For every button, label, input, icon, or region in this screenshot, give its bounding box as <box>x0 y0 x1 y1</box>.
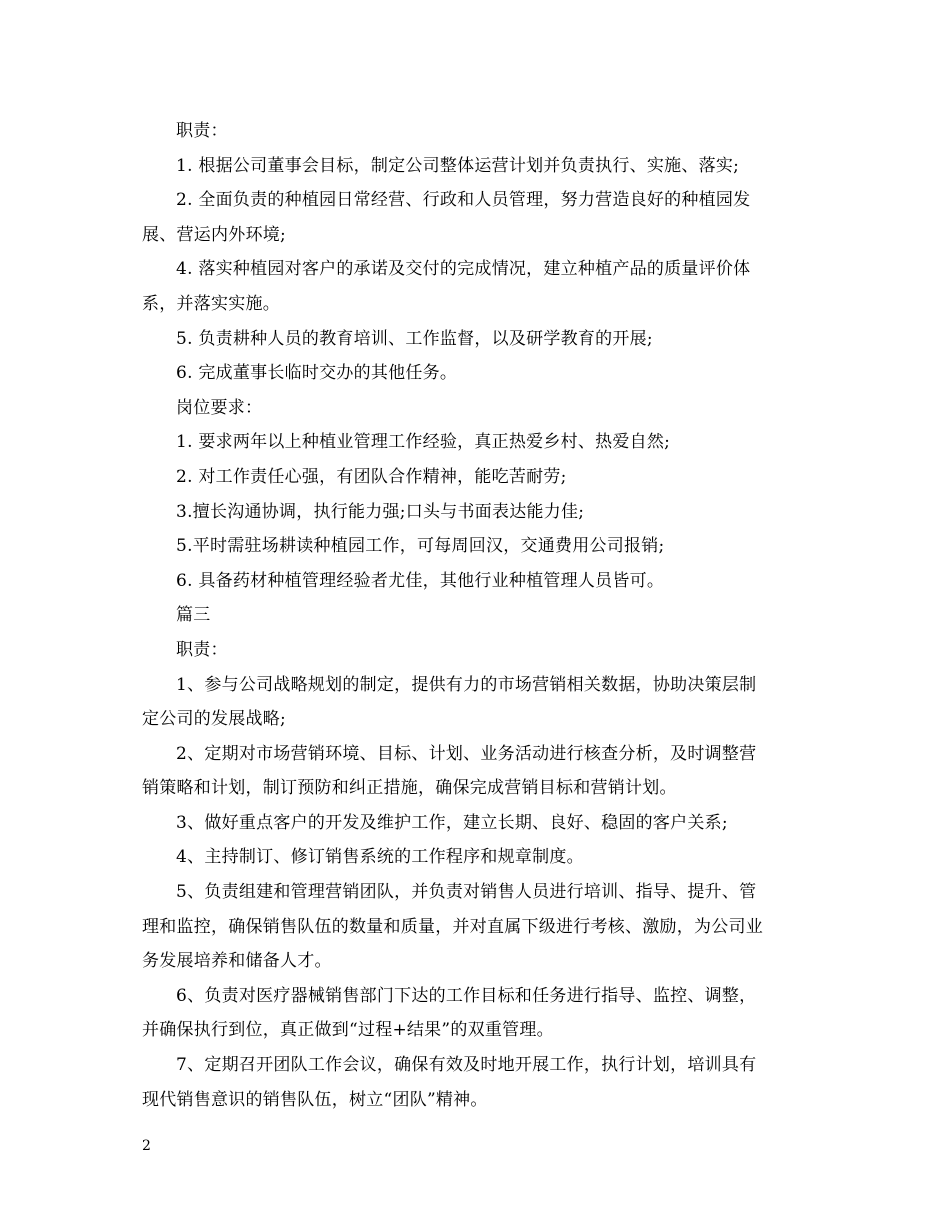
text-line: 现代销售意识的销售队伍，树立“团队”精神。 <box>142 1089 488 1110</box>
text-line: 1. 根据公司董事会目标，制定公司整体运营计划并负责执行、实施、落实; <box>176 155 740 176</box>
text-line: 6、负责对医疗器械销售部门下达的工作目标和任务进行指导、监控、调整， <box>176 985 757 1006</box>
text-line: 理和监控，确保销售队伍的数量和质量，并对直属下级进行考核、激励，为公司业 <box>142 916 763 937</box>
text-line: 6. 具备药材种植管理经验者尤佳，其他行业种植管理人员皆可。 <box>176 570 665 591</box>
text-line: 5.平时需驻场耕读种植园工作，可每周回汉，交通费用公司报销; <box>176 536 665 557</box>
text-line: 并确保执行到位，真正做到“过程+结果”的双重管理。 <box>142 1020 554 1041</box>
text-line: 2. 对工作责任心强，有团队合作精神，能吃苦耐劳; <box>176 466 567 487</box>
text-line: 定公司的发展战略; <box>142 709 286 730</box>
text-line: 2. 全面负责的种植园日常经营、行政和人员管理，努力营造良好的种植园发 <box>176 190 751 211</box>
text-line: 务发展培养和储备人才。 <box>142 951 332 972</box>
text-line: 岗位要求： <box>176 397 263 418</box>
text-line: 2、定期对市场营销环境、目标、计划、业务活动进行核查分析，及时调整营 <box>176 743 757 764</box>
text-line: 系，并落实实施。 <box>142 293 280 314</box>
text-line: 职责： <box>176 121 228 141</box>
text-line: 5、负责组建和管理营销团队，并负责对销售人员进行培训、指导、提升、管 <box>176 882 757 903</box>
text-line: 6. 完成董事长临时交办的其他任务。 <box>176 363 458 384</box>
page-number: 2 <box>142 1138 151 1154</box>
text-line: 展、营运内外环境; <box>142 224 286 245</box>
text-line: 4、主持制订、修订销售系统的工作程序和规章制度。 <box>176 847 584 868</box>
text-line: 销策略和计划，制订预防和纠正措施，确保完成营销目标和营销计划。 <box>142 778 677 799</box>
text-line: 1、参与公司战略规划的制定，提供有力的市场营销相关数据，协助决策层制 <box>176 674 757 695</box>
text-line: 5. 负责耕种人员的教育培训、工作监督，以及研学教育的开展; <box>176 328 653 349</box>
text-line: 篇三 <box>176 605 211 626</box>
text-line: 3、做好重点客户的开发及维护工作，建立长期、良好、稳固的客户关系; <box>176 812 728 833</box>
text-line: 3.擅长沟通协调，执行能力强;口头与书面表达能力佳; <box>176 501 585 522</box>
text-line: 职责： <box>176 639 228 660</box>
document-body <box>142 114 812 1117</box>
text-line: 1. 要求两年以上种植业管理工作经验，真正热爱乡村、热爱自然; <box>176 432 671 453</box>
text-line: 4. 落实种植园对客户的承诺及交付的完成情况，建立种植产品的质量评价体 <box>176 259 751 280</box>
text-line: 7、定期召开团队工作会议，确保有效及时地开展工作，执行计划，培训具有 <box>176 1055 757 1076</box>
